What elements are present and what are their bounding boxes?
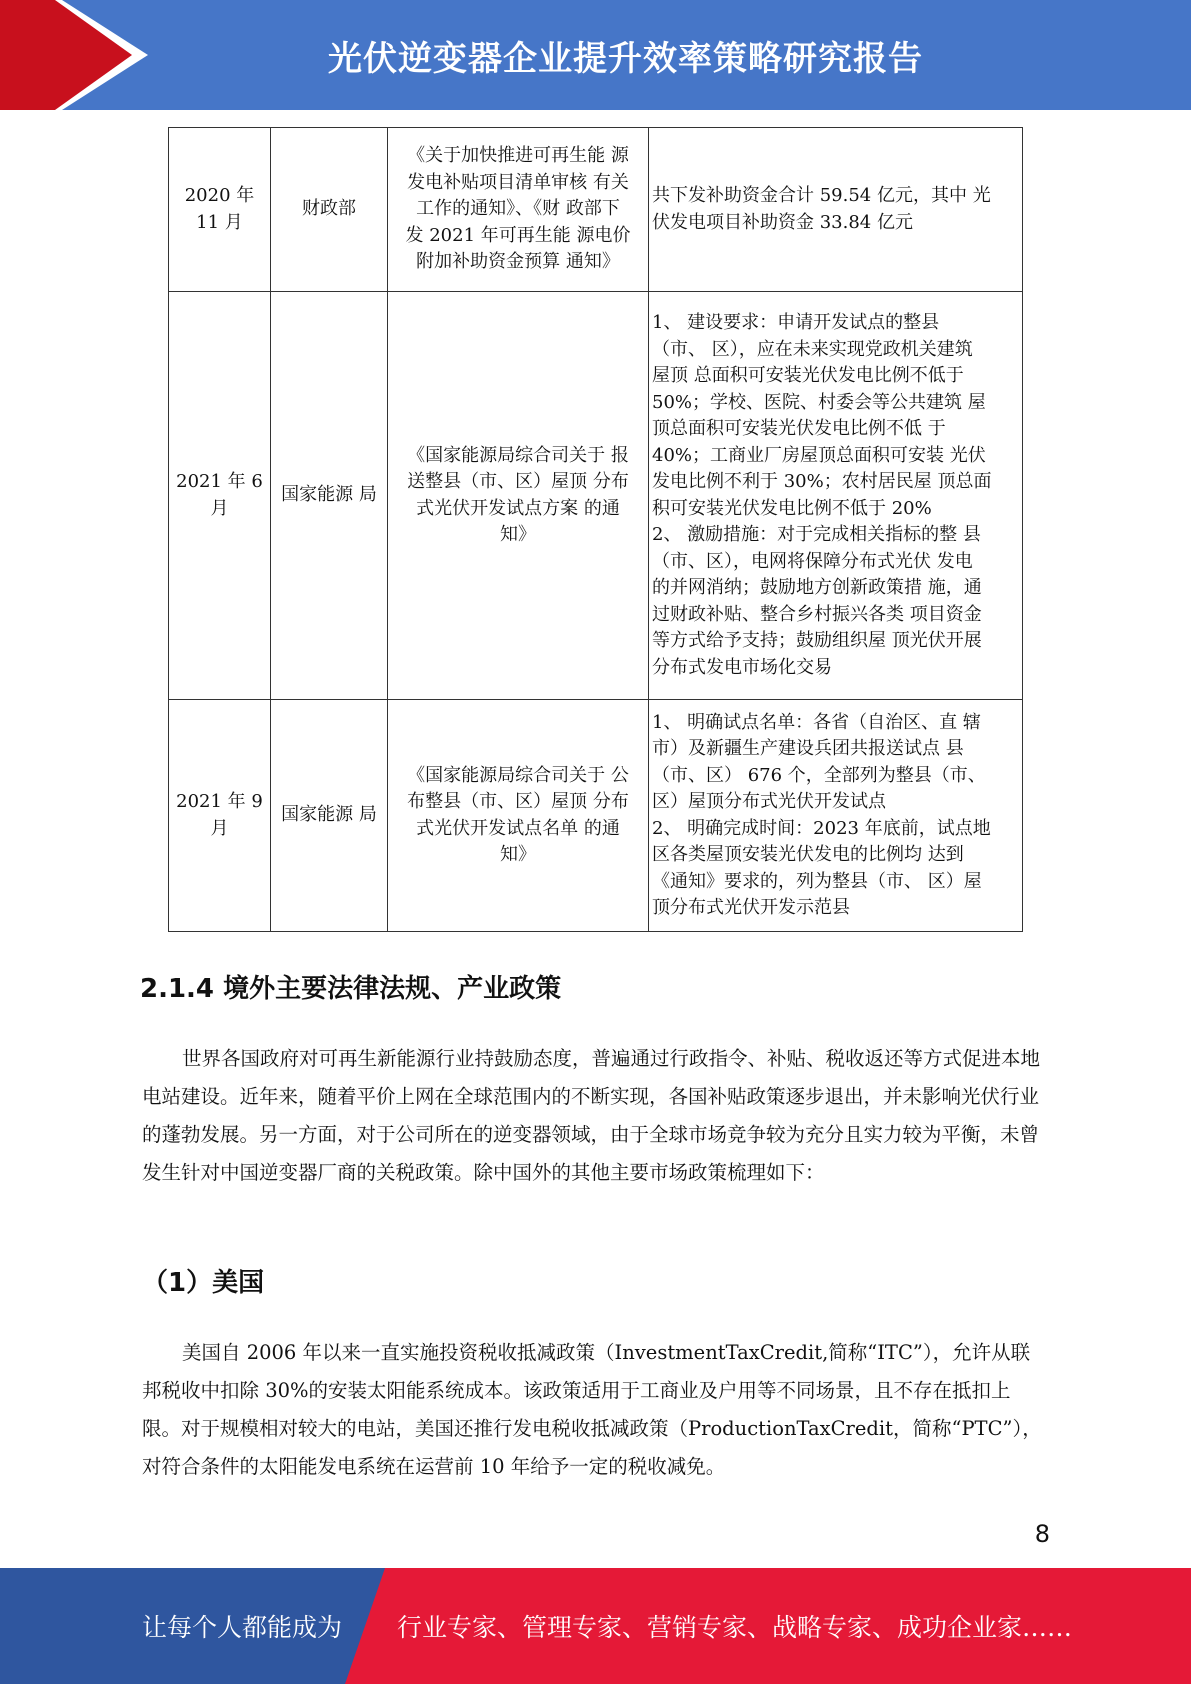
footer-slogan-right: 行业专家、管理专家、营销专家、战略专家、成功企业家…… <box>397 1613 1073 1642</box>
cell-date: 2020 年 11 月 <box>169 128 271 292</box>
content-line: 屋顶 总面积可安装光伏发电比例不低于 <box>652 365 964 386</box>
report-title: 光伏逆变器企业提升效率策略研究报告 <box>328 38 923 79</box>
document-line: 附加补助资金预算 通知》 <box>416 251 620 273</box>
content-line: 市）及新疆生产建设兵团共报送试点 县 <box>652 738 964 759</box>
cell-document <box>388 128 649 292</box>
cell-content <box>649 700 1023 932</box>
content-line: 分布式发电市场化交易 <box>652 656 832 678</box>
table-row <box>169 292 1023 700</box>
content-line: 40%；工商业厂房屋顶总面积可安装 光伏 <box>652 444 986 466</box>
cell-department: 国家能源 局 <box>271 700 388 932</box>
table-row <box>169 700 1023 932</box>
policy-table <box>168 127 1023 932</box>
document-line: 工作的通知》、《财 政部下 <box>416 198 620 220</box>
cell-content <box>649 128 1023 292</box>
cell-content <box>649 292 1023 700</box>
content-line: 2、 激励措施：对于完成相关指标的整 县 <box>652 524 981 545</box>
content-line: 《通知》要求的，列为整县（市、 区）屋 <box>652 870 982 892</box>
content-line: （市、区），电网将保障分布式光伏 发电 <box>652 550 973 572</box>
document-line: 知》 <box>500 844 536 865</box>
content-line: 顶分布式光伏开发示范县 <box>652 897 850 918</box>
cell-document <box>388 700 649 932</box>
document-line: 发电补贴项目清单审核 有关 <box>407 171 629 193</box>
document-line: 《关于加快推进可再生能 源 <box>407 145 629 167</box>
content-line: （市、 区），应在未来实现党政机关建筑 <box>652 338 973 360</box>
content-line: 区）屋顶分布式光伏开发试点 <box>652 791 886 812</box>
content-line: 发电比例不利于 30%；农村居民屋 顶总面 <box>652 471 992 492</box>
document-line: 知》 <box>500 524 536 545</box>
footer-slogan-left: 让每个人都能成为 <box>142 1613 343 1642</box>
cell-date: 2021 年 6 月 <box>169 292 271 700</box>
section-heading: 2.1.4 境外主要法律法规、产业政策 <box>140 974 562 1004</box>
document-line: 式光伏开发试点名单 的通 <box>416 817 620 839</box>
content-line: 伏发电项目补助资金 33.84 亿元 <box>652 211 913 233</box>
content-line: 区各类屋顶安装光伏发电的比例均 达到 <box>652 844 964 865</box>
page-number: 8 <box>1034 1520 1050 1548</box>
document-line: 式光伏开发试点方案 的通 <box>416 497 620 519</box>
page-footer <box>0 1568 1191 1684</box>
document-line: 发 2021 年可再生能 源电价 <box>405 224 631 246</box>
content-line: （市、区） 676 个，全部列为整县（市、 <box>652 764 986 786</box>
cell-date: 2021 年 9 月 <box>169 700 271 932</box>
cell-document <box>388 292 649 700</box>
subsection-paragraph: 美国自 2006 年以来一直实施投资税收抵减政策（InvestmentTaxCredit,简称“ITC”），允许从联邦税收中扣除 30%的安装太阳能系统成本。该政策适用于工商业及户用等不同场景，且不存在抵扣上限。对于规模相对较大的电站，美国还推行发电税收抵减政策（ProductionTaxCredit，简称“PTC”），对符合条件的太阳能发电系统在运营前 10 年给予一定的税收减免。 <box>142 1341 1042 1478</box>
content-line: 的并网消纳；鼓励地方创新政策措 施，通 <box>652 577 982 598</box>
table-row <box>169 128 1023 292</box>
header-arrow-decoration <box>0 0 150 110</box>
content-line: 共下发补助资金合计 59.54 亿元，其中 光 <box>652 185 991 206</box>
section-paragraph: 世界各国政府对可再生新能源行业持鼓励态度，普遍通过行政指令、补贴、税收返还等方式促进本地电站建设。近年来，随着平价上网在全球范围内的不断实现，各国补贴政策逐步退出，并未影响光伏行业的蓬勃发展。另一方面，对于公司所在的逆变器领域，由于全球市场竞争较为充分且实力较为平衡，未曾发生针对中国逆变器厂商的关税政策。除中国外的其他主要市场政策梳理如下： <box>142 1047 1041 1184</box>
content-line: 1、 明确试点名单：各省（自治区、直 辖 <box>652 711 981 733</box>
subsection-heading: （1）美国 <box>142 1268 265 1298</box>
content-line: 50%；学校、医院、村委会等公共建筑 屋 <box>652 391 986 413</box>
content-line: 等方式给予支持；鼓励组织屋 顶光伏开展 <box>652 630 982 651</box>
cell-department: 财政部 <box>271 128 388 292</box>
document-line: 《国家能源局综合司关于 报 <box>407 444 629 466</box>
document-line: 布整县（市、区）屋顶 分布 <box>407 791 629 812</box>
content-line: 顶总面积可安装光伏发电比例不低 于 <box>652 418 946 439</box>
content-line: 积可安装光伏发电比例不低于 20% <box>652 497 932 519</box>
document-line: 送整县（市、区）屋顶 分布 <box>407 471 629 492</box>
cell-department: 国家能源 局 <box>271 292 388 700</box>
content-line: 2、 明确完成时间：2023 年底前，试点地 <box>652 817 991 839</box>
content-line: 1、 建设要求：申请开发试点的整县 <box>652 312 940 333</box>
content-line: 过财政补贴、整合乡村振兴各类 项目资金 <box>652 603 982 625</box>
page-header <box>0 0 1191 110</box>
document-line: 《国家能源局综合司关于 公 <box>407 764 629 786</box>
